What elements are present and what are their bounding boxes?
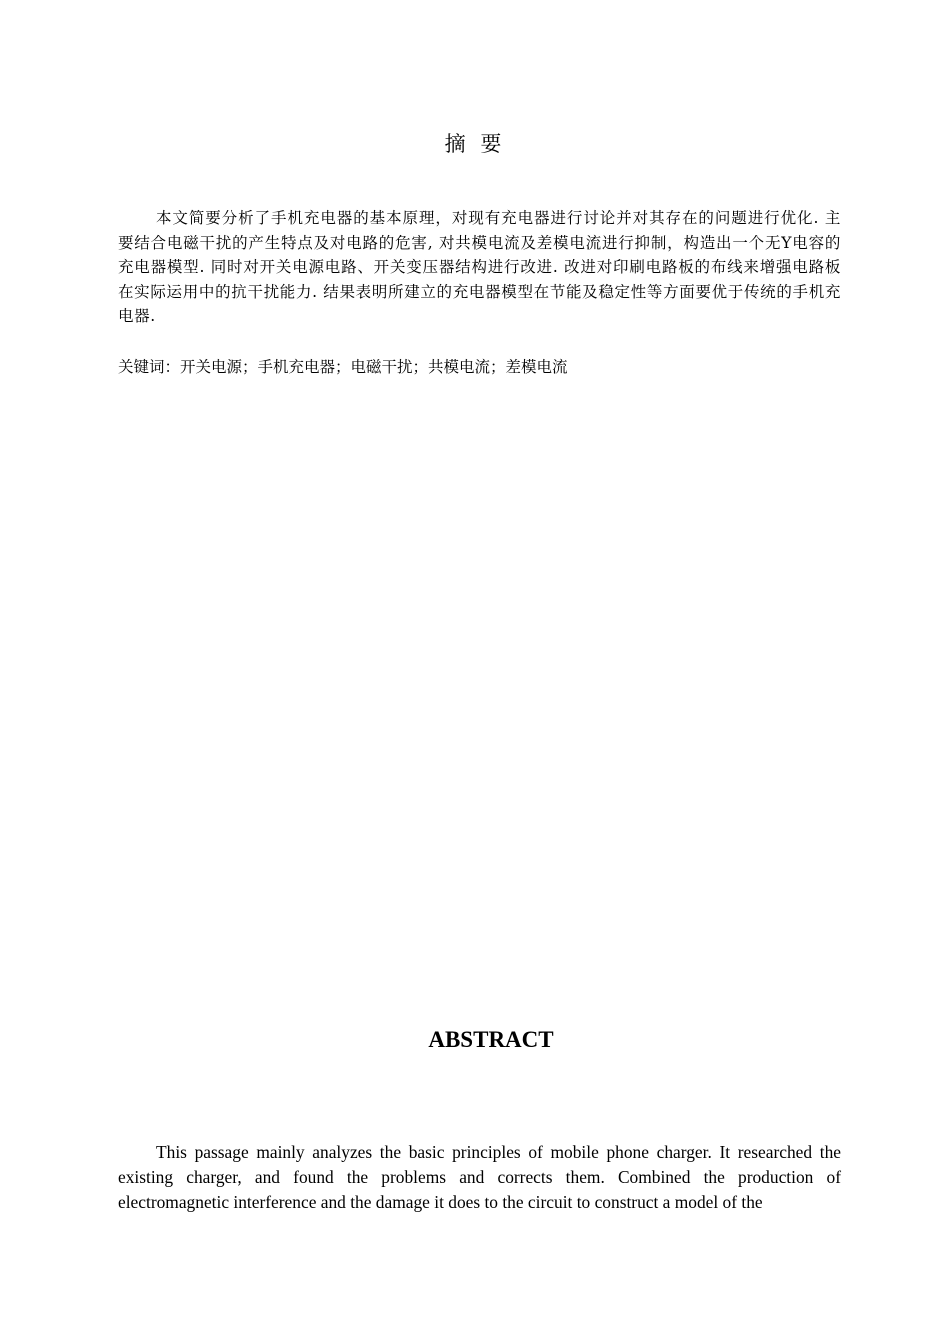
chinese-abstract-title: 摘 要 [444,132,506,156]
english-abstract-body: This passage mainly analyzes the basic principles of mobile phone charger. It researched the existing charger, and found the problems and corrects them. Combined the production of electromagnetic interference and the damage it does to the circuit to construct a model of the [118,1142,841,1212]
chinese-keywords [118,355,841,380]
keywords-list: 开关电源；手机充电器；电磁干扰；共模电流；差模电流 [180,358,568,376]
keywords-label: 关键词： [118,358,181,376]
english-abstract-title: ABSTRACT [428,1027,554,1052]
chinese-abstract-body: 本文简要分析了手机充电器的基本原理，对现有充电器进行讨论并对其存在的问题进行优化. 主要结合电磁干扰的产生特点及对电路的危害, 对共模电流及差模电流进行抑制，构造出一个无Y电容的充电器模型. 同时对开关电源电路、开关变压器结构进行改进. 改进对印刷电路板的布线来增强电路板在实际运用中的抗干扰能力. 结果表明所建立的充电器模型在节能及稳定性等方面要优于传统的手机充电器. [118,209,841,325]
